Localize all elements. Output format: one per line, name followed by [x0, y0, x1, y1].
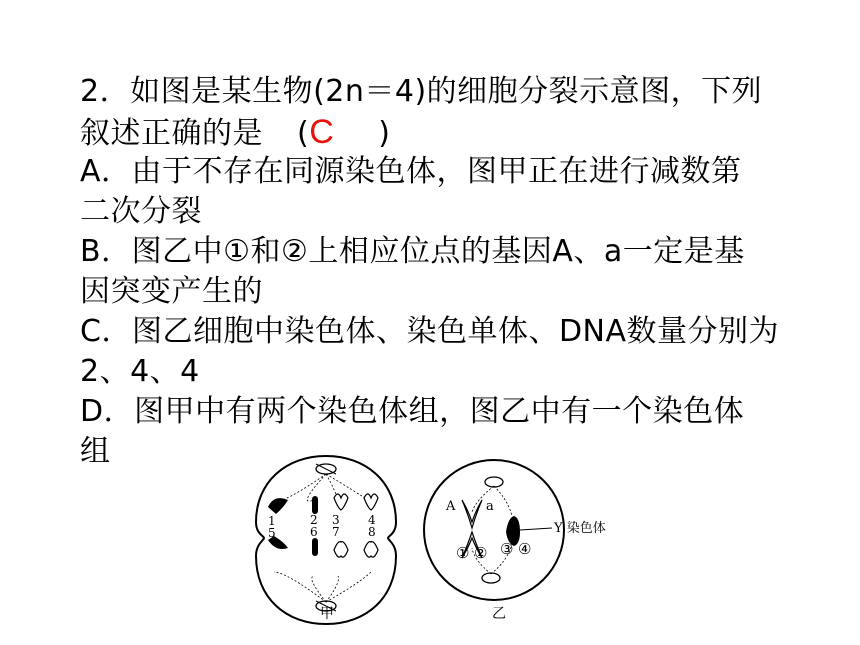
answer-letter: C [309, 113, 335, 151]
question-line-2 [80, 112, 840, 152]
paren-close: ) [378, 116, 391, 151]
y-chromosome-label: Y 染色体 [554, 521, 606, 536]
chromosome-1 [268, 498, 288, 514]
option-a-line-2: 二次分裂 [80, 194, 202, 229]
circle-label-4: ④ [518, 540, 532, 558]
option-c-line-2: 2、4、4 [80, 354, 200, 389]
option-a-line-1: A．由于不存在同源染色体，图甲正在进行减数第 [80, 154, 742, 189]
question-line-1: 2．如图是某生物(2n＝4)的细胞分裂示意图，下列 [80, 74, 763, 109]
cell-b-caption: 乙 [492, 606, 506, 622]
circle-label-2: ② [474, 544, 488, 562]
cell-b-centriole-top [485, 477, 503, 487]
cell-a-number-2: 2 [310, 513, 318, 527]
chromosome-6 [312, 538, 318, 556]
chromosome-3 [334, 494, 348, 510]
circle-label-3: ③ [500, 540, 514, 558]
option-d-line-2: 组 [80, 434, 111, 469]
question-line-2-text: 叙述正确的是 [80, 116, 263, 151]
gene-a-lower: a [486, 499, 494, 514]
circle-label-1: ① [456, 544, 470, 562]
cell-b [424, 460, 606, 622]
chromosome-7 [334, 542, 348, 557]
cell-a [256, 456, 396, 624]
cell-a-spindle [274, 474, 371, 602]
y-label-pointer [520, 528, 552, 530]
gene-a-upper: A [446, 499, 456, 514]
chromosome-4 [364, 494, 378, 510]
option-b-line-1: B．图乙中①和②上相应位点的基因A、a一定是基 [80, 234, 745, 269]
option-d-line-1: D．图甲中有两个染色体组，图乙中有一个染色体 [80, 394, 745, 429]
cell-division-figure [246, 452, 666, 632]
cell-a-number-4: 4 [368, 513, 376, 527]
cell-a-number-3: 3 [332, 513, 340, 527]
cell-b-membrane [424, 460, 564, 600]
chromosome-2 [312, 496, 318, 514]
cell-a-number-6: 6 [310, 525, 318, 539]
cell-a-number-7: 7 [332, 525, 340, 539]
chromosome-8 [364, 542, 378, 557]
option-b-line-2: 因突变产生的 [80, 274, 263, 309]
cell-a-number-8: 8 [368, 525, 376, 539]
cell-diagram [246, 452, 666, 632]
cell-b-centriole-bottom [482, 573, 500, 583]
paren-open: ( [297, 116, 310, 151]
cell-a-caption: 甲 [320, 606, 334, 622]
cell-a-number-5: 5 [268, 526, 276, 540]
question-text [80, 72, 840, 472]
cell-a-number-1: 1 [268, 514, 276, 528]
answer-blank [297, 112, 391, 154]
option-c-line-1: C．图乙细胞中染色体、染色单体、DNA数量分别为 [80, 314, 780, 349]
